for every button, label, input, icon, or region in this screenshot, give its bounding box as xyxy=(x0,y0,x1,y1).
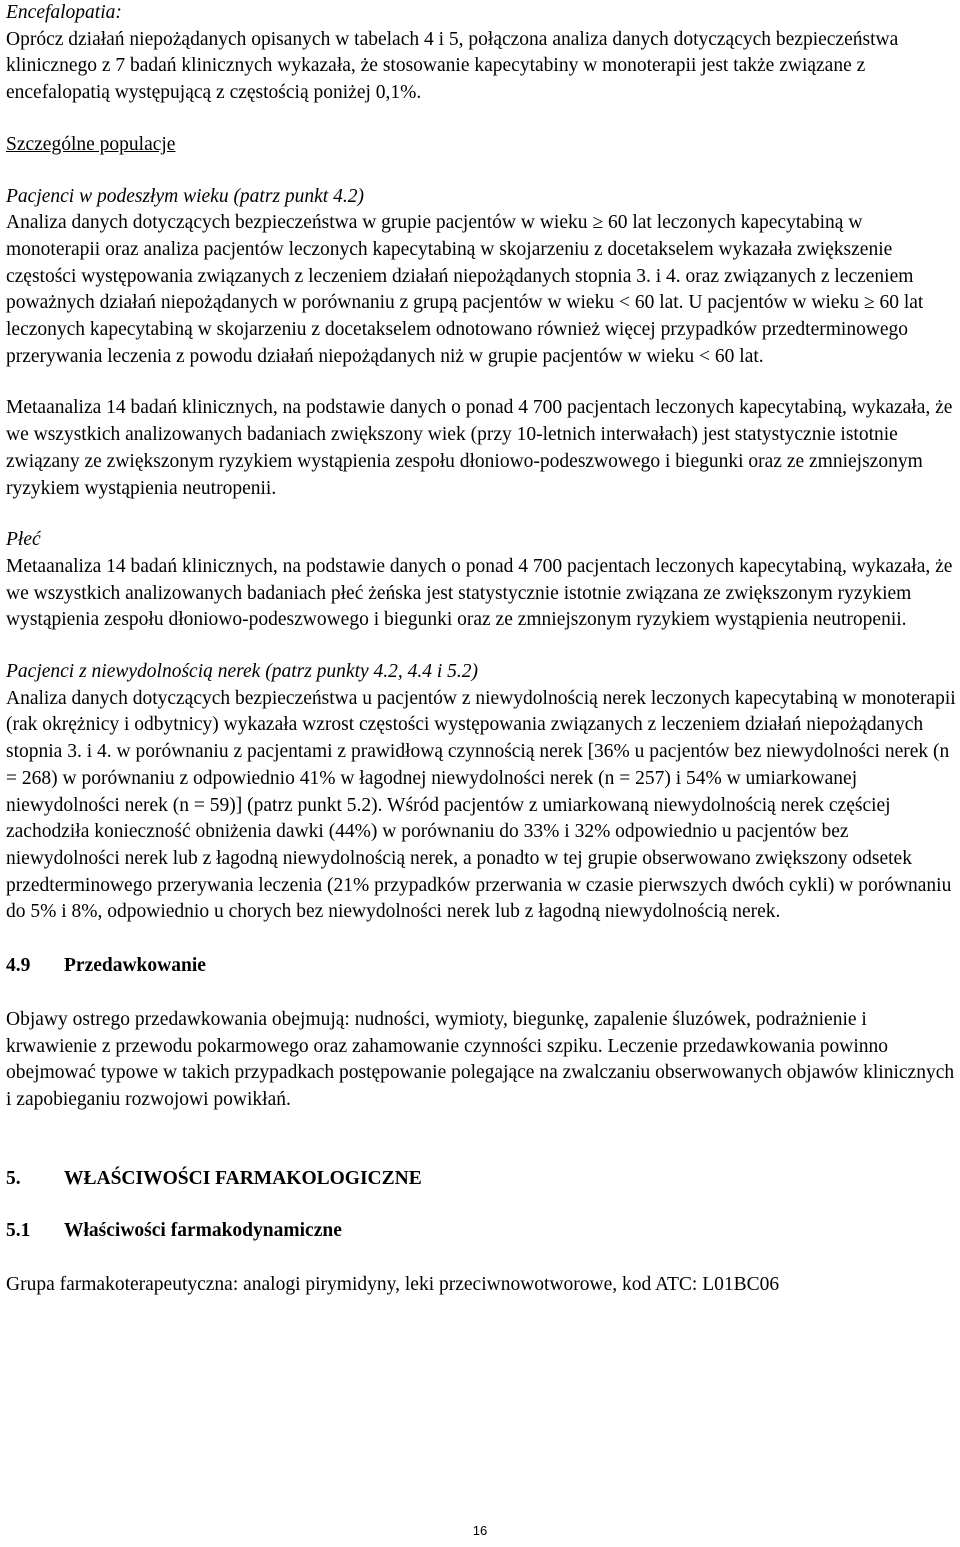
document-page xyxy=(6,0,956,1299)
elderly-paragraph-2: Metaanaliza 14 badań klinicznych, na podstawie danych o ponad 4 700 pacjentach leczonych kapecytabiną, wykazała, że we wszystkich analizowanych badaniach zwiększony wiek (przy 10-letnich interwałach) jest statystycznie istotnie związany ze zwiększonym ryzykiem wystąpienia zespołu dłoniowo-podeszwowego i biegunki oraz ze zmniejszonym ryzykiem wystąpienia neutropenii. xyxy=(6,397,953,499)
pharmacological-section-heading xyxy=(6,1166,956,1193)
section-number: 5. xyxy=(6,1167,21,1189)
section-title: Przedawkowanie xyxy=(64,955,206,977)
gender-heading: Płeć xyxy=(6,529,41,551)
encephalopathy-label: Encefalopatia: xyxy=(6,2,122,23)
pharmacodynamic-section-heading xyxy=(6,1218,956,1245)
section-title: Właściwości farmakodynamiczne xyxy=(64,1220,342,1242)
section-title: WŁAŚCIWOŚCI FARMAKOLOGICZNE xyxy=(64,1167,422,1189)
elderly-paragraph-1: Analiza danych dotyczących bezpieczeństwa w grupie pacjentów w wieku ≥ 60 lat leczonych kapecytabiną w monoterapii oraz analiza pacjentów leczonych kapecytabiną w skojarzeniu z docetakselem wykazała zwiększenie częstości występowania związanych z leczeniem działań niepożądanych stopnia 3. i 4. oraz związanych z leczeniem poważnych działań niepożądanych w porównaniu z grupą pacjentów w wieku < 60 lat. U pacjentów w wieku ≥ 60 lat leczonych kapecytabiną w skojarzeniu z docetakselem odnotowano również więcej przypadków przedterminowego przerywania leczenia z powodu działań niepożądanych niż w grupie pacjentów w wieku < 60 lat. xyxy=(6,212,924,367)
section-number: 4.9 xyxy=(6,955,31,977)
renal-heading: Pacjenci z niewydolnością nerek (patrz punkty 4.2, 4.4 i 5.2) xyxy=(6,661,479,683)
special-populations-heading: Szczególne populacje xyxy=(6,133,176,155)
overdose-section-heading xyxy=(6,953,956,980)
gender-paragraph: Metaanaliza 14 badań klinicznych, na podstawie danych o ponad 4 700 pacjentach leczonych kapecytabiną, wykazała, że we wszystkich analizowanych badaniach płeć żeńska jest statystycznie istotnie związana ze zwiększonym ryzykiem wystąpienia zespołu dłoniowo-podeszwowego i biegunki oraz ze zmniejszonym ryzykiem wystąpienia neutropenii. xyxy=(6,555,953,631)
renal-paragraph: Analiza danych dotyczących bezpieczeństwa u pacjentów z niewydolnością nerek leczonych kapecytabiną w monoterapii (rak okrężnicy i odbytnicy) wykazała wzrost częstości występowania związanych z leczeniem działań niepożądanych stopnia 3. i 4. w porównaniu z pacjentami z prawidłową czynnością nerek [36% u pacjentów bez niewydolności nerek (n = 268) w porównaniu z odpowiednio 41% w łagodnej niewydolności nerek (n = 257) i 54% w umiarkowanej niewydolności nerek (n = 59)] (patrz punkt 5.2). Wśród pacjentów z umiarkowaną niewydolnością nerek częściej zachodziła konieczność obniżenia dawki (44%) w porównaniu do 33% i 32% odpowiednio u pacjentów bez niewydolności nerek lub z łagodną niewydolnością nerek, a ponadto w tej grupie obserwowano zwiększony odsetek przedterminowego przerywania leczenia (21% przypadków przerwania w czasie pierwszych dwóch cykli) w porównaniu do 5% i 8%, odpowiednio u chorych bez niewydolności nerek lub z łagodną niewydolnością nerek. xyxy=(6,687,956,923)
pharmacodynamic-paragraph: Grupa farmakoterapeutyczna: analogi pirymidyny, leki przeciwnowotworowe, kod ATC: L01BC06 xyxy=(6,1274,780,1296)
section-number: 5.1 xyxy=(6,1220,31,1242)
overdose-paragraph: Objawy ostrego przedawkowania obejmują: nudności, wymioty, biegunkę, zapalenie śluzówek, podrażnienie i krwawienie z przewodu pokarmowego oraz zahamowanie czynności szpiku. Leczenie przedawkowania powinno obejmować typowe w takich przypadkach postępowanie polegające na zwalczaniu obserwowanych objawów klinicznych i zapobieganiu rozwojowi powikłań. xyxy=(6,1008,955,1110)
page-number: 16 xyxy=(472,1523,488,1538)
encephalopathy-text: Oprócz działań niepożądanych opisanych w tabelach 4 i 5, połączona analiza danych dotyczących bezpieczeństwa klinicznego z 7 badań klinicznych wykazała, że stosowanie kapecytabiny w monoterapii jest także związane z encefalopatią występującą z częstością poniżej 0,1%. xyxy=(6,28,899,104)
elderly-heading: Pacjenci w podeszłym wieku (patrz punkt 4.2) xyxy=(6,185,364,207)
